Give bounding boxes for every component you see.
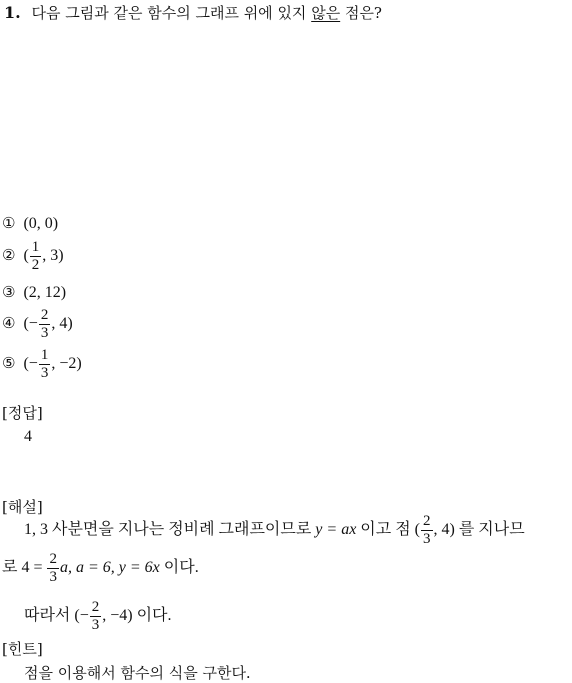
choice-3[interactable] (2, 283, 66, 302)
solution-line-1-denominator: 3 (423, 531, 431, 547)
choice-4-marker: ④ (2, 314, 16, 333)
question-line (4, 2, 382, 23)
graph-placeholder (0, 30, 572, 210)
solution-line-3 (24, 600, 172, 633)
choice-1-marker: ① (2, 214, 16, 232)
choice-2-denominator: 2 (31, 257, 40, 273)
solution-line-1-b: 이고 점 ( (356, 521, 420, 539)
choice-5-pre: (− (23, 355, 38, 373)
solution-heading: [해설] (2, 498, 43, 516)
choice-5-marker: ⑤ (2, 354, 16, 373)
answer-value: 4 (24, 428, 32, 445)
choice-3-value: (2, 12) (23, 284, 67, 301)
choice-4-pre: (− (23, 315, 38, 333)
choice-1[interactable] (2, 214, 58, 233)
choice-1-value: (0, 0) (23, 215, 59, 232)
solution-line-3-a: 따라서 (− (24, 607, 89, 625)
solution-line-1-fraction (421, 514, 433, 547)
choice-4-post: , 4) (51, 315, 73, 333)
hint-heading: [힌트] (2, 640, 43, 658)
solution-line-3-b: , −4) 이다. (102, 607, 172, 625)
choice-2-marker: ② (2, 246, 16, 265)
solution-line-2-denominator: 3 (49, 569, 57, 585)
answer-heading: [정답] (2, 404, 43, 422)
choice-5-post: , −2) (51, 355, 82, 373)
solution-line-2-b: a, a = 6, y = 6x (59, 559, 160, 577)
solution-line-1-a: 1, 3 사분면을 지나는 정비례 그래프이므로 (24, 521, 316, 539)
question-text-after: 점은? (340, 4, 382, 22)
choice-5[interactable] (2, 348, 82, 381)
question-text (31, 4, 382, 22)
choice-5-fraction (39, 348, 51, 381)
solution-line-1-c: , 4) 를 지나므 (433, 521, 525, 539)
hint-text: 점을 이용해서 함수의 식을 구한다. (24, 664, 251, 682)
question-number: 1. (4, 3, 21, 22)
question-text-before: 다음 그림과 같은 함수의 그래프 위에 있지 (31, 4, 312, 22)
choice-4-fraction (39, 308, 51, 341)
choice-2-fraction (30, 240, 42, 273)
solution-line-1 (24, 514, 525, 547)
choice-2-post: , 3) (42, 247, 64, 265)
choice-5-denominator: 3 (40, 365, 49, 381)
solution-line-2-a: 로 4 = (2, 559, 47, 577)
choice-2-pre: ( (23, 247, 29, 265)
solution-line-2 (2, 552, 199, 585)
solution-line-2-c: 이다. (159, 559, 199, 577)
choice-3-marker: ③ (2, 283, 16, 301)
solution-line-1-equation: y = ax (315, 521, 357, 539)
solution-line-1-numerator: 2 (423, 513, 431, 529)
choice-2[interactable] (2, 240, 64, 273)
choice-2-numerator: 1 (31, 239, 40, 255)
solution-line-3-fraction (90, 600, 102, 633)
solution-line-2-numerator: 2 (49, 551, 57, 567)
solution-line-3-denominator: 3 (91, 617, 100, 633)
choice-4[interactable] (2, 308, 73, 341)
choice-5-numerator: 1 (40, 347, 49, 363)
solution-line-3-numerator: 2 (91, 599, 100, 615)
solution-line-2-fraction (47, 552, 59, 585)
choice-4-numerator: 2 (40, 307, 49, 323)
question-underlined: 않은 (311, 4, 341, 22)
choice-4-denominator: 3 (40, 325, 49, 341)
